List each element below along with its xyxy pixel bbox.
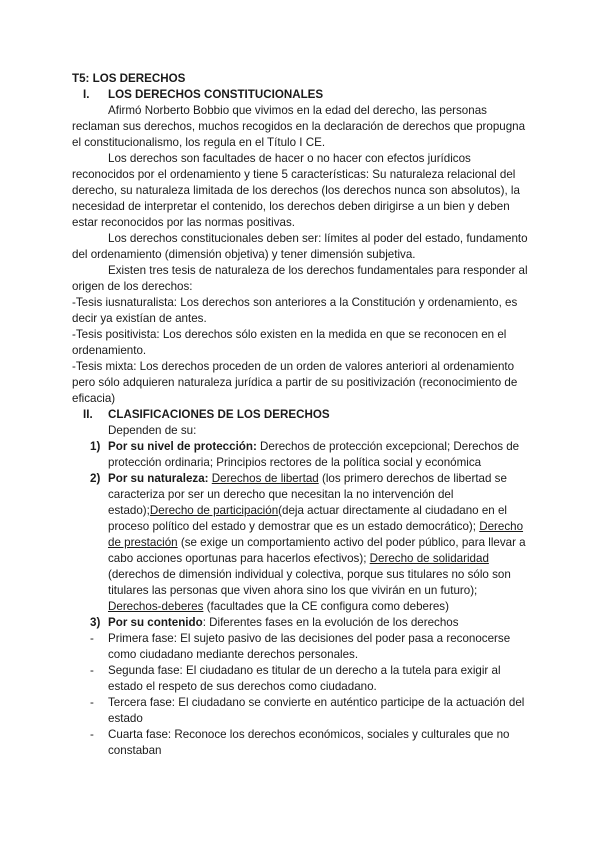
item-heading: Por su contenido [108,616,203,629]
document-body [72,71,532,759]
section-heading-1-text: LOS DERECHOS CONSTITUCIONALES [108,88,324,101]
fase-text: Tercera fase: El ciudadano se convierte en auténtico participe de la actuación del estado [108,696,525,725]
list-item-naturaleza [72,471,532,615]
term-derechos-libertad: Derechos de libertad [211,472,319,485]
section-numeral-2: II. [83,408,93,421]
paragraph-bobbio: Afirmó Norberto Bobbio que vivimos en la edad del derecho, las personas reclaman sus derechos, muchos recogidos en la declaración de derechos que propugna el constitucionalismo, los regula en el Título I CE. [72,104,526,149]
item-heading: Por su nivel de protección: [108,440,257,453]
item-text: (los primero derechos de libertad se caracteriza por ser un derecho que necesitan la no intervención del estado); [108,472,507,517]
fase-text: Primera fase: El sujeto pasivo de las decisiones del poder pasa a reconocerse como ciudadano mediante derechos personales. [108,632,511,661]
section-heading-1 [72,87,532,103]
list-item-proteccion [72,439,532,471]
fase-item-3 [72,695,532,727]
tesis-positivista: -Tesis positivista: Los derechos sólo existen en la medida en que se reconocen en el ordenamiento. [72,328,507,357]
document-title: T5: LOS DERECHOS [72,72,186,85]
paragraph-deben-ser: Los derechos constitucionales deben ser: límites al poder del estado, fundamento del ordenamiento (dimensión objetiva) y tener dimensión subjetiva. [72,232,528,261]
fase-text: Segunda fase: El ciudadano es titular de un derecho a la tutela para exigir al estado el respeto de sus derechos como ciudadano. [108,664,501,693]
item-text: : Diferentes fases en la evolución de los derechos [202,616,459,629]
dash-bullet: - [90,696,94,709]
paragraph-tres-tesis: Existen tres tesis de naturaleza de los derechos fundamentales para responder al origen de los derechos: [72,264,528,293]
section-heading-2-text: CLASIFICACIONES DE LOS DERECHOS [108,408,330,421]
fase-item-1 [72,631,532,663]
list-number: 1) [90,440,101,453]
item-text: (deja actuar directamente al ciudadano en el proceso político del estado y demostrar que es un estado democrático); [108,504,507,533]
term-derechos-deberes: Derechos-deberes [108,600,204,613]
dependen-line: Dependen de su: [108,424,197,437]
tesis-mixta: -Tesis mixta: Los derechos proceden de un orden de valores anteriori al ordenamiento pero sólo adquieren naturaleza jurídica a partir de su positivización (reconocimiento de eficacia) [72,360,518,405]
item-text: (facultades que la CE configura como deberes) [203,600,449,613]
fase-item-2 [72,663,532,695]
term-derecho-prestacion: Derecho de prestación [108,520,524,549]
section-heading-2 [72,407,532,423]
dash-bullet: - [90,728,94,741]
fase-item-4 [72,727,532,759]
term-derecho-participacion: Derecho de participación [149,504,279,517]
item-text: (derechos de dimensión individual y colectiva, porque sus titulares no sólo son titulares las personas que viven ahora sino los que vivirán en un futuro); [108,568,511,597]
dash-bullet: - [90,632,94,645]
list-number: 2) [90,472,101,485]
tesis-iusnaturalista: -Tesis iusnaturalista: Los derechos son anteriores a la Constitución y ordenamiento, es decir ya existían de antes. [72,296,518,325]
list-number: 3) [90,616,101,629]
item-text: Derechos de protección excepcional; Derechos de protección ordinaria; Principios rectores de la política social y económica [108,440,520,469]
section-numeral-1: I. [83,88,90,101]
dash-bullet: - [90,664,94,677]
fase-text: Cuarta fase: Reconoce los derechos económicos, sociales y culturales que no constaban [108,728,510,757]
item-heading: Por su naturaleza: [108,472,209,485]
term-derecho-solidaridad: Derecho de solidaridad [369,552,489,565]
item-text: (se exige un comportamiento activo del poder público, para llevar a cabo acciones oportunas para hacerlos efectivos); [108,536,526,565]
list-item-contenido [72,615,532,631]
paragraph-caracteristicas: Los derechos son facultades de hacer o no hacer con efectos jurídicos reconocidos por el ordenamiento y tiene 5 características: Su naturaleza relacional del derecho, su naturaleza limitada de los derechos (los derechos nunca son absolutos), la necesidad de interpretar el contenido, los derechos deben dirigirse a un bien y deben estar reconocidos por las normas positivas. [72,152,520,229]
